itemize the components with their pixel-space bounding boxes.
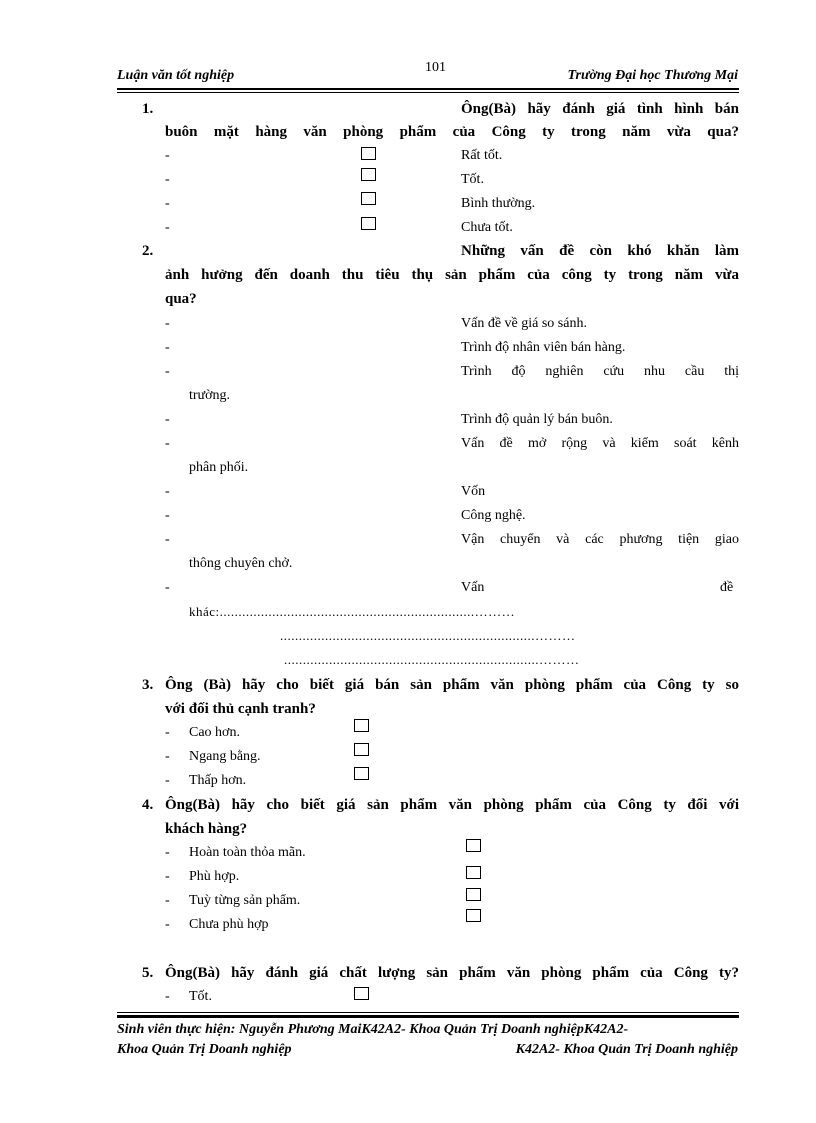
q1-checkbox-very-good[interactable] (361, 147, 376, 160)
q2-option-label: Vấn đề mở rộng và kiểm soát kênh (461, 436, 739, 451)
q2-other-answer-line-3[interactable]: ....................................................................……… (284, 652, 580, 667)
q1-bullet: - (165, 148, 170, 163)
q5-number: 5. (142, 965, 154, 981)
q2-option-label: Trình độ quản lý bán buôn. (461, 412, 613, 427)
q2-bullet: - (165, 508, 170, 523)
header-rule-thin (117, 92, 739, 93)
q2-option-label: Vận chuyển và các phương tiện giao (461, 532, 739, 547)
q2-bullet: - (165, 364, 170, 379)
q3-text-line1: Ông (Bà) hãy cho biết giá bán sản phẩm văn phòng phẩm của Công ty so (165, 677, 739, 693)
q4-option-label: Tuỳ từng sản phẩm. (189, 893, 301, 908)
q3-text-line2: với đối thủ cạnh tranh? (165, 701, 316, 717)
q3-number: 3. (142, 677, 154, 693)
q3-option-label: Ngang bằng. (189, 749, 261, 764)
q4-option-label: Phù hợp. (189, 869, 240, 884)
q4-checkbox-suitable[interactable] (466, 866, 481, 879)
q2-bullet: - (165, 436, 170, 451)
q1-number: 1. (142, 101, 154, 117)
q4-checkbox-depends[interactable] (466, 888, 481, 901)
q1-bullet: - (165, 220, 170, 235)
q2-option-continuation: phân phối. (189, 460, 249, 475)
q4-text-line2: khách hàng? (165, 821, 248, 837)
q2-text-line1: Những vấn đề còn khó khăn làm (461, 243, 739, 259)
q1-option-label: Rất tốt. (461, 148, 503, 163)
q4-option-label: Hoàn toàn thỏa mãn. (189, 845, 306, 860)
q4-bullet: - (165, 869, 170, 884)
q4-number: 4. (142, 797, 154, 813)
q2-option-label-other: Vấn (461, 580, 485, 595)
q4-bullet: - (165, 893, 170, 908)
q2-option-continuation: thông chuyên chở. (189, 556, 293, 571)
q2-bullet: - (165, 316, 170, 331)
q3-bullet: - (165, 773, 170, 788)
q4-text-line1: Ông(Bà) hãy cho biết giá sản phẩm văn phòng phẩm của Công ty đối với (165, 797, 739, 813)
footer-line-1: Sinh viên thực hiện: Nguyễn Phương MaiK42A2- Khoa Quản Trị Doanh nghiệpK42A2- (117, 1022, 629, 1037)
q1-checkbox-not-good[interactable] (361, 217, 376, 230)
q1-option-label: Bình thường. (461, 196, 536, 211)
header-title-right: Trường Đại học Thương Mại (567, 68, 738, 83)
q1-option-label: Tốt. (461, 172, 484, 187)
q2-option-label: Vấn đề về giá so sánh. (461, 316, 587, 331)
q3-checkbox-higher[interactable] (354, 719, 369, 732)
q2-text-line2: ảnh hưởng đến doanh thu tiêu thụ sản phẩm của công ty trong năm vừa (165, 267, 739, 283)
q1-checkbox-normal[interactable] (361, 192, 376, 205)
page-number: 101 (425, 60, 446, 75)
q2-bullet: - (165, 412, 170, 427)
q4-checkbox-not-suitable[interactable] (466, 909, 481, 922)
q1-text-line1: Ông(Bà) hãy đánh giá tình hình bán (461, 101, 739, 117)
footer-line-2-left: Khoa Quản Trị Doanh nghiệp (117, 1042, 292, 1057)
q2-option-label: Trình độ nghiên cứu nhu cầu thị (461, 364, 739, 379)
q3-checkbox-equal[interactable] (354, 743, 369, 756)
footer-rule-thick (117, 1015, 739, 1018)
q1-checkbox-good[interactable] (361, 168, 376, 181)
q2-bullet: - (165, 532, 170, 547)
q4-bullet: - (165, 917, 170, 932)
footer-line-2-right: K42A2- Khoa Quản Trị Doanh nghiệp (515, 1042, 738, 1057)
q2-option-label: Vốn (461, 484, 486, 499)
q4-option-label: Chưa phù hợp (189, 917, 269, 932)
q3-checkbox-lower[interactable] (354, 767, 369, 780)
q2-bullet: - (165, 484, 170, 499)
q5-bullet: - (165, 989, 170, 1004)
q2-option-label-other-right: đề (720, 580, 734, 595)
q1-bullet: - (165, 172, 170, 187)
q1-text-line2: buôn mặt hàng văn phòng phẩm của Công ty trong năm vừa qua? (165, 124, 739, 140)
q1-bullet: - (165, 196, 170, 211)
q3-option-label: Thấp hơn. (189, 773, 247, 788)
q2-text-line3: qua? (165, 291, 197, 307)
q5-checkbox-good[interactable] (354, 987, 369, 1000)
q5-text-line1: Ông(Bà) hãy đánh giá chất lượng sản phẩm văn phòng phẩm của Công ty? (165, 965, 739, 981)
header-title-left: Luận văn tốt nghiệp (117, 68, 235, 83)
q5-option-label: Tốt. (189, 989, 212, 1004)
q4-bullet: - (165, 845, 170, 860)
q1-option-label: Chưa tốt. (461, 220, 513, 235)
footer-rule-thin (117, 1012, 739, 1013)
q2-bullet: - (165, 340, 170, 355)
q3-bullet: - (165, 725, 170, 740)
q2-other-answer-line-2[interactable]: ....................................................................……… (280, 628, 576, 643)
q2-option-label: Trình độ nhân viên bán hàng. (461, 340, 626, 355)
q4-checkbox-fully-satisfied[interactable] (466, 839, 481, 852)
q2-option-label: Công nghệ. (461, 508, 526, 523)
q2-number: 2. (142, 243, 154, 259)
q2-option-continuation: trường. (189, 388, 231, 403)
q2-bullet: - (165, 580, 170, 595)
q3-option-label: Cao hơn. (189, 725, 240, 740)
q2-other-answer-line-1[interactable]: khác:....................................................................……… (189, 604, 516, 619)
q3-bullet: - (165, 749, 170, 764)
header-rule-thick (117, 88, 739, 90)
